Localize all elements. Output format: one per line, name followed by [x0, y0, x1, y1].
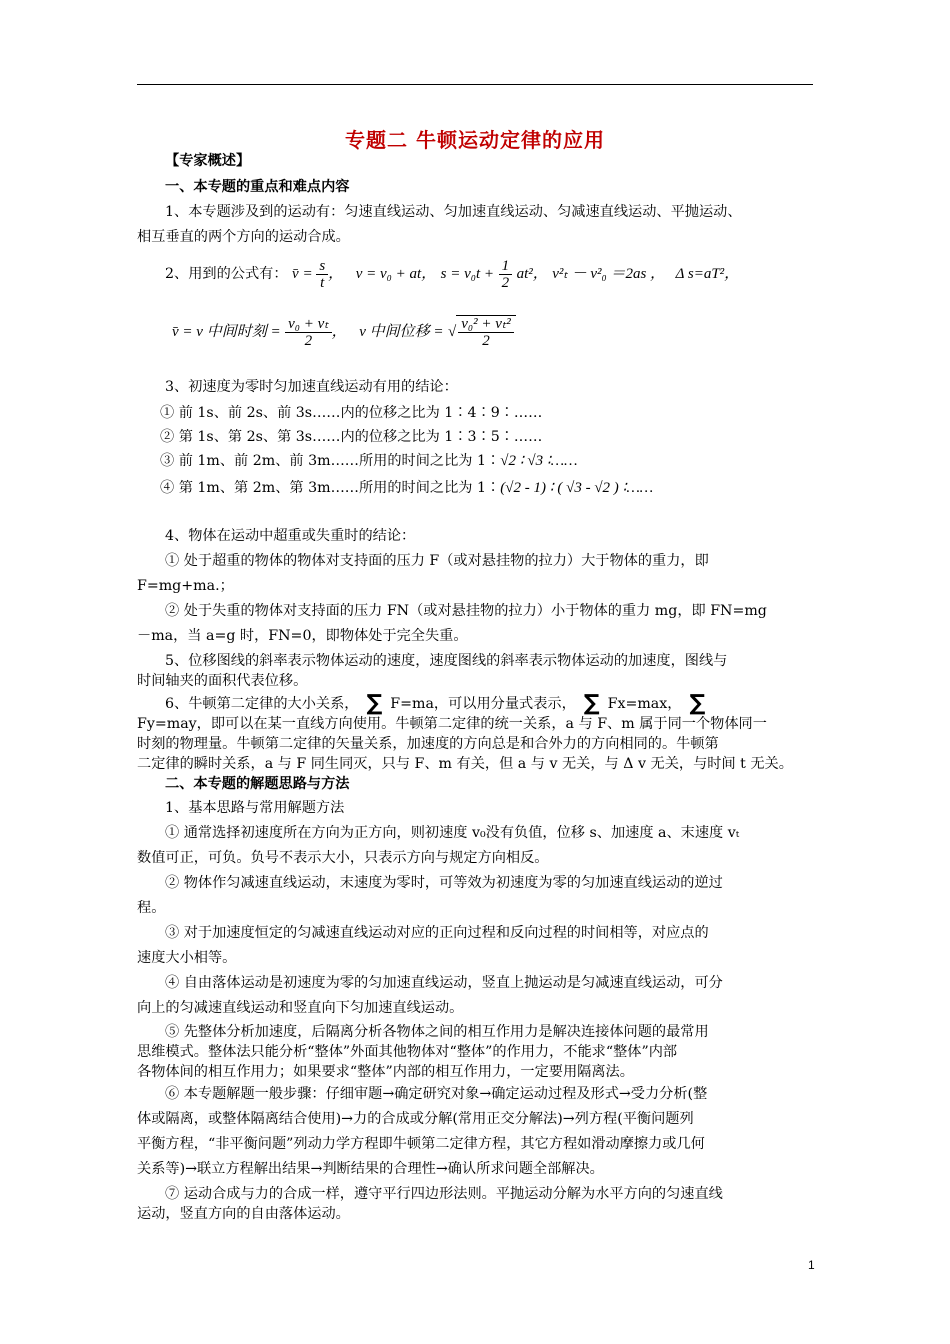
paragraph-1-line2: 相互垂直的两个方向的运动合成。 — [137, 229, 350, 245]
paragraph-1-line1: 1、本专题涉及到的运动有：匀速直线运动、匀加速直线运动、匀减速直线运动、平抛运动、 — [165, 204, 742, 220]
paragraph-4a-line1: ① 处于超重的物体的物体对支持面的压力 F（或对悬挂物的拉力）大于物体的重力，即 — [165, 553, 709, 569]
method-5-line1: ⑤ 先整体分析加速度，后隔离分析各物体之间的相互作用力是解决连接体问题的最常用 — [165, 1024, 709, 1040]
formula-mid-time-label: v̄ = v 中间时刻 = — [172, 323, 281, 340]
formula-v2: v²ₜ － v²₀ ＝2as ， — [552, 265, 666, 282]
section-1-heading: 一、本专题的重点和难点内容 — [165, 179, 350, 195]
section-2-heading: 二、本专题的解题思路与方法 — [165, 776, 350, 792]
method-1-line2: 数值可正，可负。负号不表示大小，只表示方向与规定方向相反。 — [137, 850, 549, 866]
formula-mid-disp-frac: √ $\frac{\text{v₀² + vₜ²}}{2}$ — [448, 324, 516, 340]
paragraph-6-line4: 二定律的瞬时关系，a 与 F 同生同灭，只与 F、m 有关，但 a 与 v 无关，与 Δ v 无关，与时间 t 无关。 — [137, 756, 793, 772]
method-heading: 1、基本思路与常用解题方法 — [165, 800, 345, 816]
method-6-line4: 关系等)→联立方程解出结果→判断结果的合理性→确认所求问题全部解决。 — [137, 1161, 604, 1177]
conclusion-1: ① 前 1s、前 2s、前 3s……内的位移之比为 1∶4∶9∶…… — [160, 405, 543, 421]
method-6-line1: ⑥ 本专题解题一般步骤：仔细审题→确定研究对象→确定运动过程及形式→受力分析(整 — [165, 1086, 708, 1102]
page-title: 专题二 牛顿运动定律的应用 — [345, 128, 605, 152]
paragraph-3: 3、初速度为零时匀加速直线运动有用的结论： — [165, 379, 458, 395]
formula-s-end: at²， — [516, 265, 548, 282]
method-4-line2: 向上的匀减速直线运动和竖直向下匀加速直线运动。 — [137, 1000, 464, 1016]
formula-avg-velocity: v̄ = $\frac{s}{t}$ ， — [292, 258, 344, 291]
formula-vt: v = v₀ + at， — [355, 265, 437, 282]
paragraph-6-line2: Fy=may，即可以在某一直线方向使用。牛顿第二定律的统一关系，a 与 F、m 属于同一个物体同一 — [137, 716, 767, 732]
paragraph-6-line3: 时刻的物理量。牛顿第二定律的矢量关系，加速度的方向总是和合外力的方向相同的。牛顿第 — [137, 736, 719, 752]
conclusion-2: ② 第 1s、第 2s、第 3s……内的位移之比为 1∶3∶5∶…… — [160, 429, 543, 445]
method-4-line1: ④ 自由落体运动是初速度为零的匀加速直线运动，竖直上抛运动是匀减速直线运动，可分 — [165, 975, 723, 991]
paragraph-4b-line1: ② 处于失重的物体对支持面的压力 FN（或对悬挂物的拉力）小于物体的重力 mg，即 FN=mg — [165, 603, 767, 619]
paragraph-5-line1: 5、位移图线的斜率表示物体运动的速度，速度图线的斜率表示物体运动的加速度，图线与 — [165, 653, 728, 669]
formula-mid-time-frac: $\frac{\text{v₀ + vₜ}}{2}$ ， — [285, 324, 347, 340]
overview-heading: 【专家概述】 — [165, 153, 251, 169]
paragraph-4a-line2: F=mg+ma.； — [137, 578, 234, 594]
formula-half: $\frac{1}{2}$ — [499, 266, 513, 282]
paragraph-6-line1: 6、牛顿第二定律的大小关系， ∑ F=ma，可以用分量式表示， ∑ Fx=max， ∑ — [165, 691, 706, 716]
formula-label: 2、用到的公式有： — [165, 265, 288, 282]
paragraph-4b-line2: －ma，当 a=g 时，FN=0，即物体处于完全失重。 — [137, 628, 468, 644]
sigma-icon: ∑ — [689, 691, 706, 716]
formula-mid-disp-label: v 中间位移 = — [359, 323, 444, 340]
formula-ds: Δ s=aT²， — [675, 265, 740, 282]
method-5-line3: 各物体间的相互作用力；如果要求“整体”内部的相互作用力，一定要用隔离法。 — [137, 1064, 634, 1080]
method-7-line2: 运动，竖直方向的自由落体运动。 — [137, 1206, 350, 1222]
header-rule — [137, 84, 813, 85]
method-3-line1: ③ 对于加速度恒定的匀减速直线运动对应的正向过程和反向过程的时间相等，对应点的 — [165, 925, 709, 941]
sigma-icon: ∑ — [583, 691, 600, 716]
formula-s: s = v₀t + — [440, 265, 495, 282]
method-2-line2: 程。 — [137, 900, 166, 916]
method-6-line3: 平衡方程，“非平衡问题”列动力学方程即牛顿第二定律方程，其它方程如滑动摩擦力或几何 — [137, 1136, 705, 1152]
page-number: 1 — [808, 1258, 815, 1272]
sigma-icon: ∑ — [366, 691, 383, 716]
method-5-line2: 思维模式。整体法只能分析“整体”外面其他物体对“整体”的作用力，不能求“整体”内部 — [137, 1044, 678, 1060]
paragraph-4: 4、物体在运动中超重或失重时的结论： — [165, 528, 416, 544]
formula-line-2 — [172, 315, 852, 349]
method-7-line1: ⑦ 运动合成与力的合成一样，遵守平行四边形法则。平抛运动分解为水平方向的匀速直线 — [165, 1186, 723, 1202]
formula-line-1 — [165, 258, 845, 291]
method-6-line2: 体或隔离，或整体隔离结合使用)→力的合成或分解(常用正交分解法)→列方程(平衡问题列 — [137, 1111, 694, 1127]
method-1-line1: ① 通常选择初速度所在方向为正方向，则初速度 v₀没有负值，位移 s、加速度 a、末速度 vₜ — [165, 825, 740, 841]
conclusion-3: ③ 前 1m、前 2m、前 3m……所用的时间之比为 1∶√2 ∶ √3 ∶…… — [160, 453, 578, 469]
paragraph-5-line2: 时间轴夹的面积代表位移。 — [137, 673, 308, 689]
method-3-line2: 速度大小相等。 — [137, 950, 237, 966]
method-2-line1: ② 物体作匀减速直线运动，末速度为零时，可等效为初速度为零的匀加速直线运动的逆过 — [165, 875, 723, 891]
conclusion-4: ④ 第 1m、第 2m、第 3m……所用的时间之比为 1∶(√2 - 1) ∶ ( √3 - √2 ) ∶…… — [160, 480, 654, 496]
